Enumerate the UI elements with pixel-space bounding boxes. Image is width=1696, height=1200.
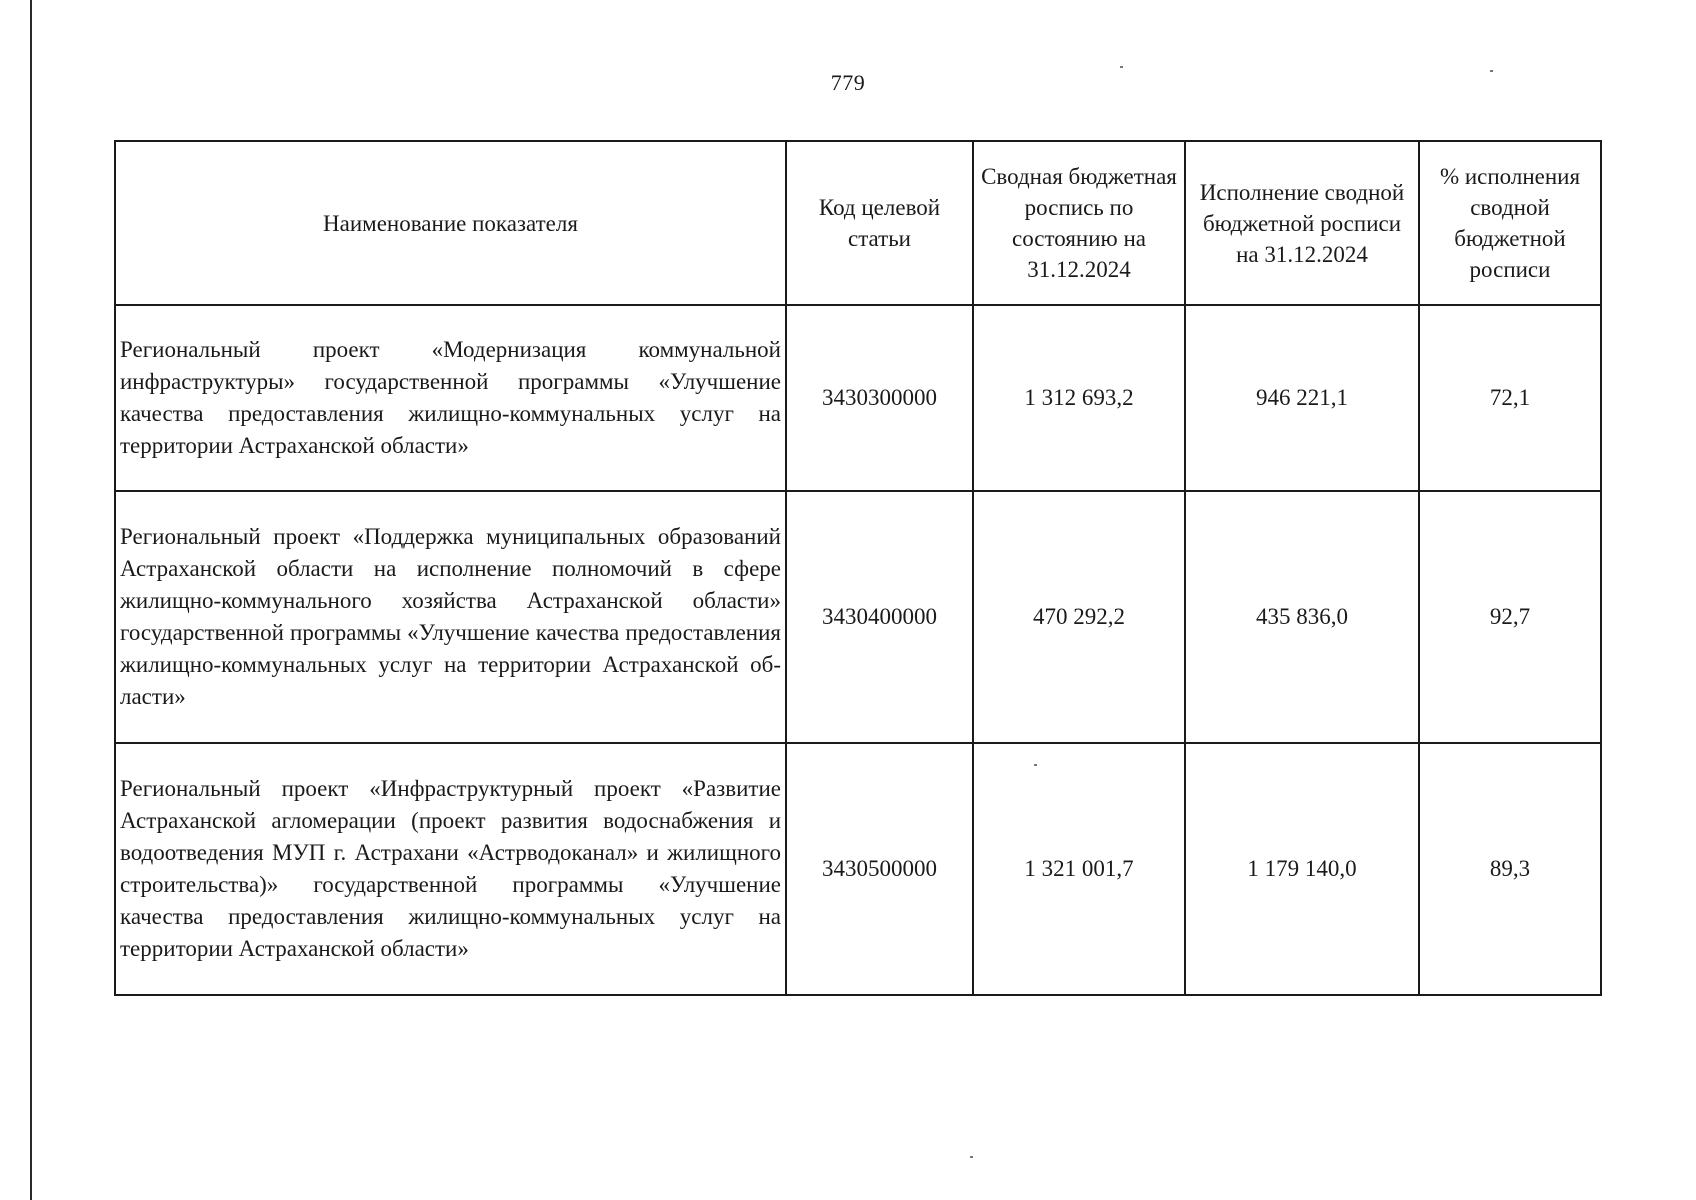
row-budget-plan: 1 321 001,7	[973, 743, 1185, 995]
row-target-code: 3430300000	[786, 305, 973, 491]
header-target-code: Код целевой статьи	[786, 141, 973, 305]
row-execution-percent: 72,1	[1419, 305, 1601, 491]
row-budget-execution: 435 836,0	[1185, 491, 1419, 743]
page-number: 779	[830, 70, 866, 95]
row-budget-execution: 946 221,1	[1185, 305, 1419, 491]
header-budget-plan: Сводная бюджетная роспись по состоянию на 31.12.2024	[973, 141, 1185, 305]
header-execution-percent: % исполнения сводной бюджетной росписи	[1419, 141, 1601, 305]
table-row	[115, 491, 1601, 743]
binding-line	[30, 0, 32, 1200]
table-row	[115, 743, 1601, 995]
row-execution-percent: 92,7	[1419, 491, 1601, 743]
header-budget-execution: Исполнение сводной бюджетной росписи на 31.12.2024	[1185, 141, 1419, 305]
row-target-code: 3430500000	[786, 743, 973, 995]
row-indicator-name: Региональный проект «Инфраструктурный проект «Развитие Астраханской агломерации (проект развития водоснабжения и водоотведения МУП г. Астрахани «Астрводоканал» и жилищного строительства)» государственной программы «Улучшение качества предоставления жилищно-коммунальных услуг на территории Астраханской области»	[115, 743, 786, 995]
header-indicator-name: Наименование показателя	[115, 141, 786, 305]
row-indicator-name: Региональный проект «Модернизация коммунальной инфраструктуры» государственной программы «Улучшение качества предоставления жилищно-коммунальных услуг на территории Астраханской области»	[115, 305, 786, 491]
row-budget-execution: 1 179 140,0	[1185, 743, 1419, 995]
scan-speck	[1490, 70, 1493, 72]
row-budget-plan: 470 292,2	[973, 491, 1185, 743]
table-header-row	[115, 141, 1601, 305]
row-budget-plan: 1 312 693,2	[973, 305, 1185, 491]
row-indicator-name: Региональный проект «Поддержка муниципальных образований Астраханской области на исполнение полномочий в сфере жилищно-коммунального хозяйства Астраханской области» государственной программы «Улучшение качества предоставления жилищно-коммунальных услуг на территории Астраханской области»	[115, 491, 786, 743]
budget-execution-table	[114, 140, 1602, 996]
scan-speck	[1120, 66, 1123, 68]
row-execution-percent: 89,3	[1419, 743, 1601, 995]
row-target-code: 3430400000	[786, 491, 973, 743]
scan-speck	[970, 1156, 973, 1158]
table-row	[115, 305, 1601, 491]
